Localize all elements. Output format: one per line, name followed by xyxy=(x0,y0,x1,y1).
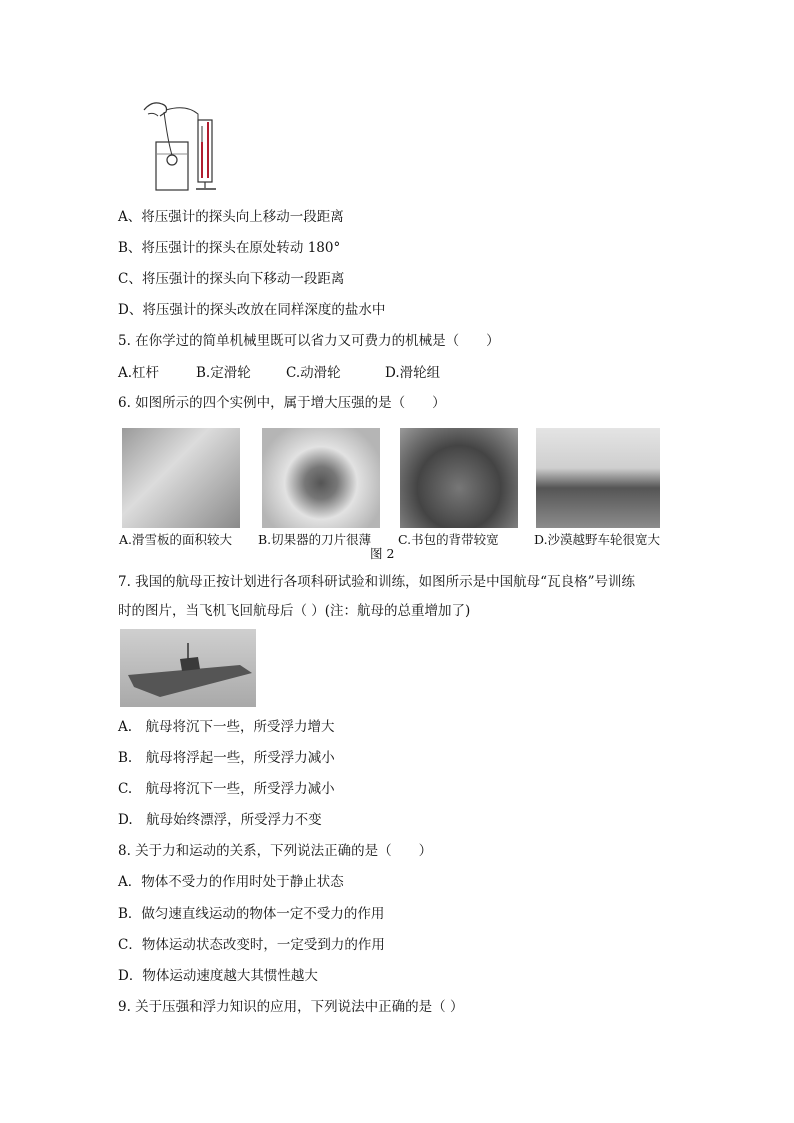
q4-option-b: B、将压强计的探头在原处转动 180° xyxy=(118,240,341,256)
q7-option-c: C. 航母将沉下一些，所受浮力减小 xyxy=(118,781,335,797)
q8-option-b: B．做匀速直线运动的物体一定不受力的作用 xyxy=(118,906,385,922)
q5-option-c: C.动滑轮 xyxy=(286,365,341,381)
snowboard-photo xyxy=(122,428,240,528)
q7-stem-line1: 7. 我国的航母正按计划进行各项科研试验和训练，如图所示是中国航母“瓦良格”号训练 xyxy=(118,574,635,590)
q6-caption-b: B.切果器的刀片很薄 xyxy=(258,532,372,547)
q5-option-b: B.定滑轮 xyxy=(196,365,251,381)
q6-caption-c: C.书包的背带较宽 xyxy=(398,532,499,547)
desert-vehicle-photo xyxy=(536,428,660,528)
q6-photo-row xyxy=(119,428,674,561)
q8-stem: 8. 关于力和运动的关系，下列说法正确的是（ ） xyxy=(118,843,433,859)
q5-option-a: A.杠杆 xyxy=(118,365,160,381)
q7-stem-line2: 时的图片，当飞机飞回航母后（ ）(注：航母的总重增加了) xyxy=(118,603,471,619)
fruit-cutter-photo xyxy=(262,428,380,528)
q8-option-c: C．物体运动状态改变时，一定受到力的作用 xyxy=(118,937,385,953)
q6-stem: 6. 如图所示的四个实例中，属于增大压强的是（ ） xyxy=(118,395,446,411)
aircraft-carrier-photo xyxy=(120,629,256,707)
pressure-gauge-figure xyxy=(138,96,228,196)
q9-stem: 9. 关于压强和浮力知识的应用，下列说法中正确的是（ ） xyxy=(118,999,464,1015)
q8-option-a: A．物体不受力的作用时处于静止状态 xyxy=(118,874,344,890)
q4-option-c: C、将压强计的探头向下移动一段距离 xyxy=(118,271,345,287)
q7-option-b: B. 航母将浮起一些，所受浮力减小 xyxy=(118,750,335,766)
backpack-photo xyxy=(400,428,518,528)
q4-option-a: A、将压强计的探头向上移动一段距离 xyxy=(118,209,344,225)
q8-option-d: D．物体运动速度越大其惯性越大 xyxy=(118,968,318,984)
q4-option-d: D、将压强计的探头改放在同样深度的盐水中 xyxy=(118,302,386,318)
q6-caption-d: D.沙漠越野车轮很宽大 xyxy=(534,532,661,547)
q6-figure-label: 图 2 xyxy=(370,546,395,561)
q6-caption-a: A.滑雪板的面积较大 xyxy=(119,532,233,547)
q7-option-d: D. 航母始终漂浮，所受浮力不变 xyxy=(118,812,322,828)
q5-stem: 5. 在你学过的简单机械里既可以省力又可费力的机械是（ ） xyxy=(118,333,500,349)
q7-option-a: A. 航母将沉下一些，所受浮力增大 xyxy=(118,719,335,735)
q5-option-d: D.滑轮组 xyxy=(385,365,441,381)
